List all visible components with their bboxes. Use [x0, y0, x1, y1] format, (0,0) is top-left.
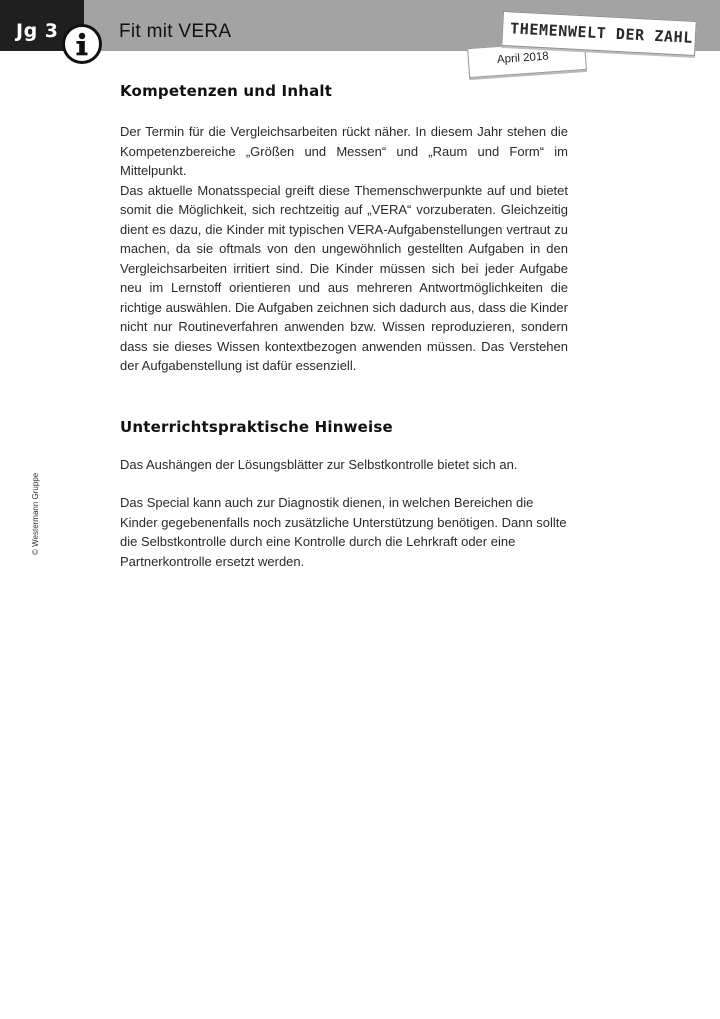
info-icon	[62, 24, 102, 64]
grade-label: Jg 3	[16, 20, 59, 42]
section-teaching-notes	[120, 418, 568, 572]
section-heading: Kompetenzen und Inhalt	[120, 82, 333, 100]
paragraph-gap	[120, 474, 568, 493]
issue-date: April 2018	[496, 50, 550, 67]
copyright-notice: © Westermann Gruppe	[31, 472, 40, 555]
paragraph: Das Aushängen der Lösungsblätter zur Selbstkontrolle bietet sich an.	[120, 456, 518, 472]
page-title: Fit mit VERA	[119, 21, 232, 42]
main-content	[120, 82, 568, 571]
paragraph: Das aktuelle Monatsspecial greift diese Themenschwerpunkte auf und bietet somit die Möglichkeit, sich rechtzeitig auf „VERA“ vorzuberaten. Gleichzeitig dient es dazu, die Kinder mit typischen VERA-Aufgabenstellungen vertraut zu machen, da sie oftmals von den ungewöhnlich gestellten Aufgaben in den Vergleichsarbeiten irritiert sind. Die Kinder müssen sich bei jeder Aufgabe neu im Lernstoff orientieren und aus mehreren Antwortmöglichkeiten die richtige auswählen. Die Aufgaben zeichnen sich dadurch aus, dass die Kinder nicht nur Routineverfahren anwenden bzw. Wissen reproduzieren, sondern dass sie dieses Wissen kontextbezogen anwenden müssen. Das Verstehen der Aufgabenstellung ist dafür essenziell.	[120, 182, 568, 373]
paragraph: Der Termin für die Vergleichsarbeiten rückt näher. In diesem Jahr stehen die Kompetenzbereiche „Größen und Messen“ und „Raum und Form“ im Mittelpunkt.	[120, 124, 568, 178]
theme-label: THEMENWELT DER ZAHL	[509, 19, 694, 47]
paragraph: Das Special kann auch zur Diagnostik dienen, in welchen Bereichen die Kinder gegebenenfalls noch zusätzliche Unterstützung benötigen. Dann sollte die Selbstkontrolle durch eine Kontrolle durch die Lehrkraft oder eine Partnerkontrolle ersetzt werden.	[120, 495, 567, 569]
section-competences	[120, 82, 568, 376]
section-heading: Unterrichtspraktische Hinweise	[120, 417, 393, 436]
